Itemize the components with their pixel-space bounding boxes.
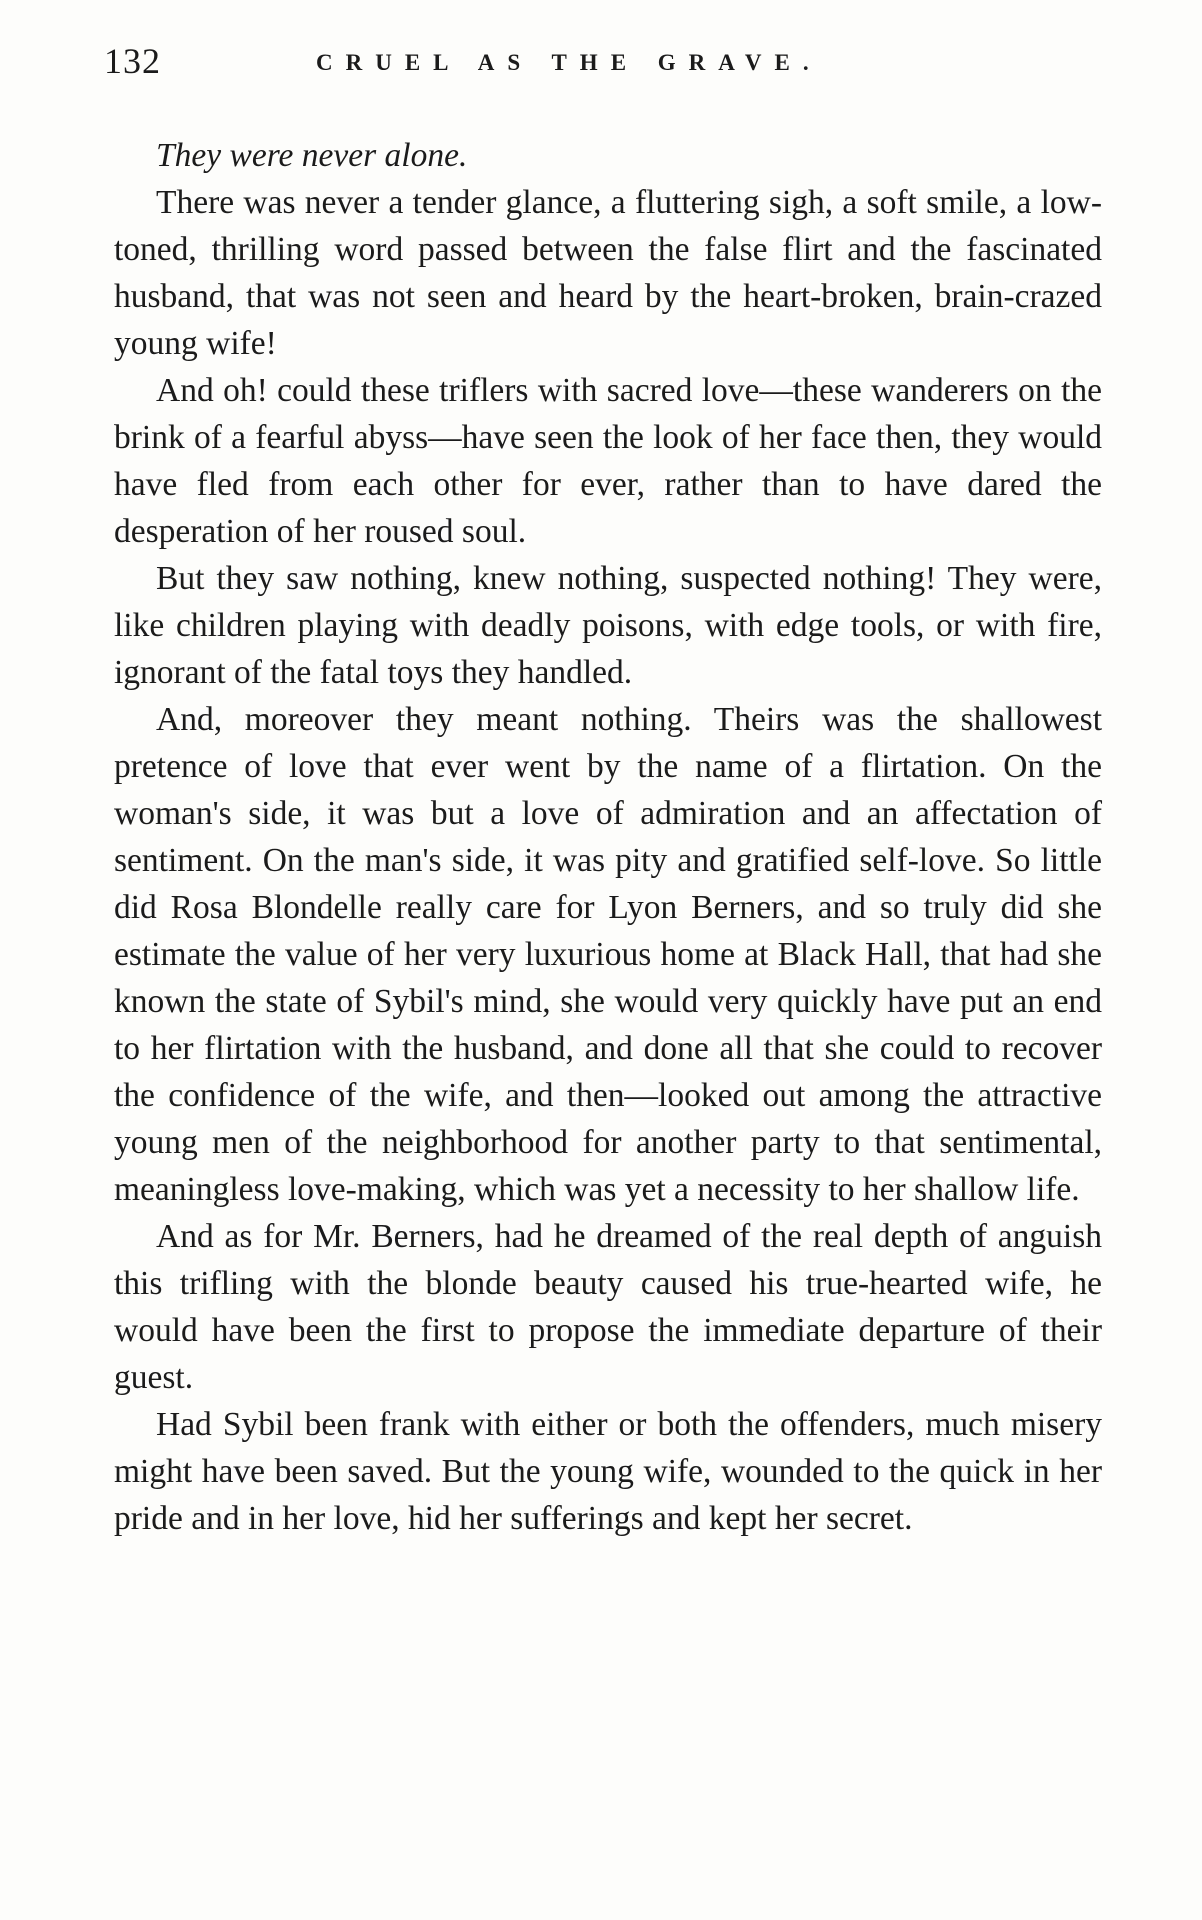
paragraph-3: And oh! could these triflers with sacred love—these wanderers on the brink of a fearful abyss—have seen the look of her face then, they would have fled from each other for ever, rather than to have dared the desperation of her roused soul. [114,372,1102,550]
paragraph-6: And as for Mr. Berners, had he dreamed of the real depth of anguish this trifling with the blonde beauty caused his true-hearted wife, he would have been the first to propose the immediate departure of their guest. [114,1218,1102,1396]
running-head [104,40,904,90]
running-title: CRUEL AS THE GRAVE. [316,50,822,75]
page-number: 132 [104,41,161,81]
paragraph-4: But they saw nothing, knew nothing, suspected nothing! They were, like children playing with deadly poisons, with edge tools, or with fire, ignorant of the fatal toys they handled. [114,560,1102,691]
paragraph-1: They were never alone. [156,137,468,174]
paragraph-5: And, moreover they meant nothing. Theirs was the shallowest pretence of love that ever went by the name of a flirtation. On the woman's side, it was but a love of admiration and an affectation of sentiment. On the man's side, it was pity and gratified self-love. So little did Rosa Blondelle really care for Lyon Berners, and so truly did she estimate the value of her very luxurious home at Black Hall, that had she known the state of Sybil's mind, she would very quickly have put an end to her flirtation with the husband, and done all that she could to recover the confidence of the wife, and then—looked out among the attractive young men of the neighborhood for another party to that sentimental, meaningless love-making, which was yet a necessity to her shallow life. [114,701,1102,1208]
paragraph-2: There was never a tender glance, a fluttering sigh, a soft smile, a low-toned, thrilling word passed between the false flirt and the fascinated husband, that was not seen and heard by the heart-broken, brain-crazed young wife! [114,184,1102,362]
body-text [114,132,1102,1542]
paragraph-7: Had Sybil been frank with either or both the offenders, much misery might have been saved. But the young wife, wounded to the quick in her pride and in her love, hid her sufferings and kept her secret. [114,1406,1102,1537]
